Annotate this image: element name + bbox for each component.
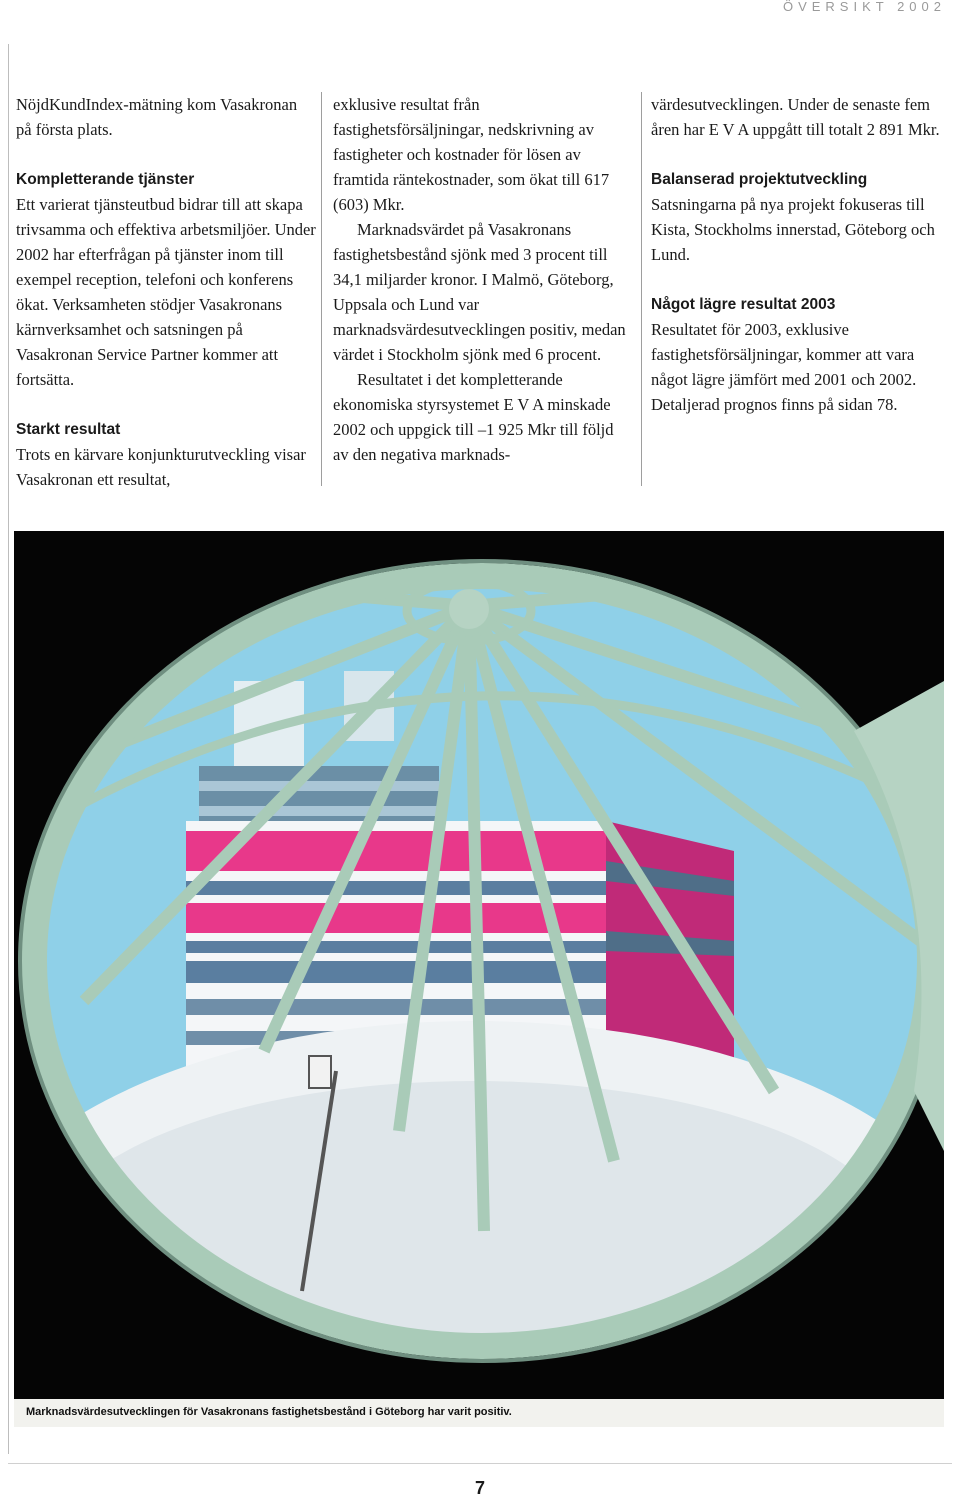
page-number: 7 bbox=[474, 1478, 485, 1498]
running-header: ÖVERSIKT 2002 bbox=[782, 0, 946, 14]
paragraph: Satsningarna på nya projekt fokuseras till Kista, Stockholms innerstad, Göteborg och Lund. bbox=[651, 195, 935, 264]
text-column-2 bbox=[333, 92, 629, 467]
section-heading: Starkt resultat bbox=[16, 421, 121, 438]
text-column-1 bbox=[16, 92, 316, 492]
paragraph: Resultatet i det kompletterande ekonomiska styrsystemet E V A minskade 2002 och uppgick till –1 925 Mkr till följd av den negativa marknads- bbox=[333, 370, 614, 464]
section-heading: Något lägre resultat 2003 bbox=[651, 296, 836, 313]
column-divider bbox=[641, 92, 642, 486]
text-column-3 bbox=[651, 92, 951, 417]
paragraph: NöjdKundIndex-mätning kom Vasakronan på första plats. bbox=[16, 95, 298, 139]
paragraph: Marknadsvärdet på Vasakronans fastighetsbestånd sjönk med 3 procent till 34,1 miljarder kronor. I Malmö, Göteborg, Uppsala och Lund var marknadsvärdesutvecklingen positiv, medan värdet i Stockholm sjönk med 6 procent. bbox=[333, 220, 626, 364]
footer-rule bbox=[8, 1463, 952, 1464]
left-margin-rule bbox=[8, 44, 9, 1454]
photo-caption: Marknadsvärdesutvecklingen för Vasakronans fastighetsbestånd i Göteborg har varit positiv. bbox=[14, 1399, 944, 1427]
section-heading: Balanserad projektutveckling bbox=[651, 171, 868, 188]
section-heading: Kompletterande tjänster bbox=[16, 171, 195, 188]
paragraph: Ett varierat tjänsteutbud bidrar till att skapa trivsamma och effektiva arbetsmiljöer. Under 2002 har efterfrågan på tjänster inom till exempel reception, telefoni och konferens ökat. Verksamheten stödjer Vasakronans kärnverksamhet och satsningen på Vasakronan Service Partner kommer att fortsätta. bbox=[16, 195, 316, 389]
paragraph: värdesutvecklingen. Under de senaste fem åren har E V A uppgått till totalt 2 891 Mkr. bbox=[651, 95, 940, 139]
paragraph: exklusive resultat från fastighetsförsäljningar, nedskrivning av fastigheter och kostnader för lösen av framtida räntekostnader, som ökat till 617 (603) Mkr. bbox=[333, 95, 610, 214]
paragraph: Trots en kärvare konjunkturutveckling visar Vasakronan ett resultat, bbox=[16, 445, 306, 489]
column-divider bbox=[321, 92, 322, 486]
building-photo bbox=[14, 531, 944, 1399]
paragraph: Resultatet för 2003, exklusive fastighetsförsäljningar, kommer att vara något lägre jämfört med 2001 och 2002. Detaljerad prognos finns på sidan 78. bbox=[651, 320, 917, 414]
